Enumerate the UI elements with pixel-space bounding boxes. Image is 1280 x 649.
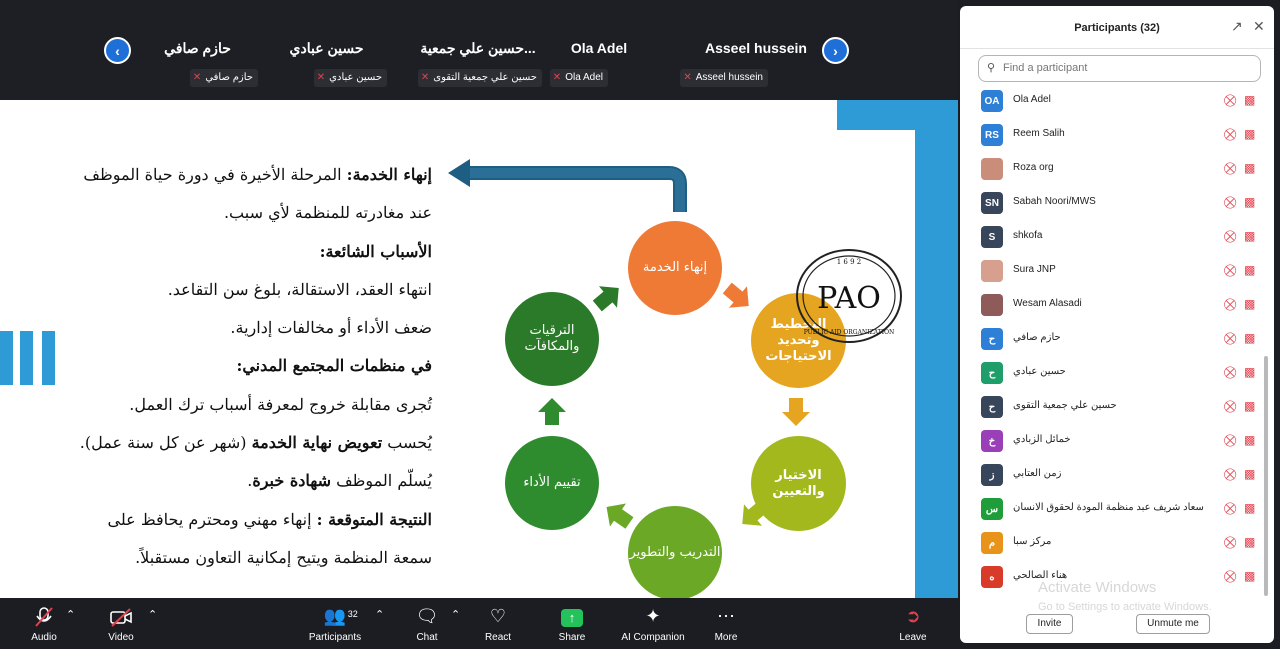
slide-line-text: سمعة المنظمة ويتيح إمكانية التعاون مستقبلاً. — [135, 547, 432, 567]
video-off-icon[interactable]: ▩ — [1244, 569, 1256, 583]
slide-line — [30, 462, 432, 500]
video-off-icon[interactable]: ▩ — [1244, 331, 1256, 345]
logo-year: 1 6 9 2 — [836, 258, 862, 266]
chat-button[interactable] — [412, 598, 442, 649]
mic-muted-icon[interactable]: ⛒ — [1224, 297, 1237, 311]
video-off-icon — [109, 606, 133, 628]
video-off-icon[interactable]: ▩ — [1244, 93, 1256, 107]
ai-companion-button[interactable] — [616, 598, 690, 649]
slide-line — [30, 271, 432, 309]
video-tile[interactable] — [135, 10, 260, 90]
video-off-icon[interactable]: ▩ — [1244, 263, 1256, 277]
share-button[interactable] — [556, 598, 588, 649]
mic-muted-icon[interactable]: ⛒ — [1224, 229, 1237, 243]
chevron-left-icon[interactable]: ‹ — [104, 37, 131, 64]
slide-line-bold: في منظمات المجتمع المدني: — [236, 356, 432, 376]
participant-row[interactable] — [960, 458, 1260, 492]
chevron-up-icon[interactable]: ⌃ — [66, 609, 76, 621]
participant-name: Ola Adel — [1013, 94, 1051, 105]
participant-name: حسين عبادي — [1013, 366, 1066, 377]
avatar: م — [981, 532, 1003, 554]
mic-muted-icon[interactable]: ⛒ — [1224, 93, 1237, 107]
participant-row[interactable] — [960, 424, 1260, 458]
video-off-icon[interactable]: ▩ — [1244, 297, 1256, 311]
participant-row[interactable] — [960, 152, 1260, 186]
mic-muted-icon: ✕ — [420, 72, 430, 83]
video-tile-tag-label: حسين علي جمعية التقوى — [433, 72, 537, 83]
participant-name: سعاد شريف عبد منظمة المودة لحقوق الانسان — [1013, 502, 1204, 513]
participant-name: خمائل الزبادي — [1013, 434, 1071, 445]
chevron-up-icon[interactable]: ⌃ — [148, 609, 158, 621]
participant-name: هناء الصالحي — [1013, 570, 1068, 581]
mic-muted-icon: ✕ — [552, 72, 562, 83]
participants-panel — [960, 6, 1274, 643]
more-label: More — [714, 632, 738, 643]
participant-row[interactable] — [960, 118, 1260, 152]
video-off-icon[interactable]: ▩ — [1244, 433, 1256, 447]
avatar — [981, 294, 1003, 316]
slide-line — [30, 539, 432, 577]
participants-count: 32 — [347, 609, 358, 619]
slide-line — [30, 194, 432, 232]
chevron-up-icon[interactable]: ⌃ — [375, 609, 385, 621]
participant-row[interactable] — [960, 322, 1260, 356]
avatar: ح — [981, 328, 1003, 350]
avatar: ح — [981, 362, 1003, 384]
avatar: OA — [981, 90, 1003, 112]
slide-text — [30, 156, 432, 577]
slide-line — [30, 424, 432, 462]
avatar: RS — [981, 124, 1003, 146]
search-icon: ⚲ — [987, 62, 996, 74]
video-tile-name: Asseel hussein — [705, 40, 807, 56]
mic-muted-icon: ✕ — [192, 72, 202, 83]
video-tile-tag — [190, 69, 258, 87]
chat-label: Chat — [416, 632, 438, 643]
cycle-step-plan: التخطيط وتحديد الاحتياجات — [751, 293, 846, 388]
pop-out-icon[interactable]: ↗ — [1231, 18, 1243, 34]
video-tile-tag-label: حازم صافي — [205, 72, 253, 83]
scrollbar[interactable] — [1264, 356, 1268, 596]
audio-button[interactable] — [28, 598, 60, 649]
chevron-right-icon[interactable]: › — [822, 37, 849, 64]
audio-label: Audio — [31, 632, 57, 643]
participants-label: Participants — [308, 632, 362, 643]
more-button[interactable] — [710, 598, 742, 649]
shared-screen — [0, 100, 958, 598]
participants-button[interactable] — [306, 598, 364, 649]
mic-muted-icon[interactable]: ⛒ — [1224, 399, 1237, 413]
participant-name: زمن العتابي — [1013, 468, 1062, 479]
mic-muted-icon[interactable]: ⛒ — [1224, 263, 1237, 277]
mic-muted-icon[interactable]: ⛒ — [1224, 331, 1237, 345]
video-tile[interactable] — [548, 10, 628, 90]
video-button[interactable] — [104, 598, 138, 649]
video-tile-tag-label: Ola Adel — [565, 72, 603, 83]
slide-line-text: المرحلة الأخيرة في دورة حياة الموظف — [83, 165, 347, 184]
leave-button[interactable] — [897, 598, 929, 649]
heart-icon: ♡ — [489, 606, 507, 626]
cycle-step-eval: تقييم الأداء — [505, 436, 599, 530]
mic-muted-icon[interactable]: ⛒ — [1224, 501, 1237, 515]
sparkle-icon: ✦ — [645, 606, 661, 626]
video-tile-name: حسين عبادي — [289, 40, 364, 56]
cycle-arrows — [444, 140, 864, 598]
video-tile-tag — [314, 69, 387, 87]
people-icon: 👥 32 — [323, 606, 358, 626]
video-off-icon[interactable]: ▩ — [1244, 161, 1256, 175]
slide-line-bold: شهادة خبرة — [252, 471, 332, 491]
participant-row[interactable] — [960, 220, 1260, 254]
leave-icon: ➲ — [905, 606, 921, 626]
participant-name: Sura JNP — [1013, 264, 1056, 275]
mic-muted-icon — [33, 606, 55, 628]
participant-name: حازم صافي — [1013, 332, 1061, 343]
participant-name: Sabah Noori/MWS — [1013, 196, 1096, 207]
logo-ring-text: PUBLIC AID ORGANIZATION — [803, 329, 895, 336]
slide-line-text: . — [247, 471, 253, 491]
participants-header — [960, 6, 1274, 49]
participant-row[interactable] — [960, 356, 1260, 390]
participant-row[interactable] — [960, 526, 1260, 560]
unmute-me-button[interactable]: Unmute me — [1136, 614, 1210, 634]
slide-line-text: تُجرى مقابلة خروج لمعرفة أسباب ترك العمل. — [129, 394, 432, 414]
avatar — [981, 260, 1003, 282]
video-tile[interactable] — [412, 10, 544, 90]
video-tile-name: Ola Adel — [570, 40, 628, 56]
slide-line-text: إنهاء مهني ومحترم يحافظ على — [107, 509, 317, 529]
mic-muted-icon[interactable]: ⛒ — [1224, 127, 1237, 141]
activate-windows-watermark: Activate Windows — [1038, 579, 1157, 596]
slide-line-bold: الأسباب الشائعة: — [319, 241, 432, 261]
mic-muted-icon: ✕ — [683, 72, 692, 83]
slide-line-text: ضعف الأداء أو مخالفات إدارية. — [230, 318, 432, 338]
slide-line — [30, 501, 432, 539]
video-tile-name: حسين علي جمعية... — [420, 40, 536, 56]
chevron-up-icon[interactable]: ⌃ — [451, 609, 461, 621]
slide-line — [30, 386, 432, 424]
avatar: ز — [981, 464, 1003, 486]
participant-row[interactable] — [960, 84, 1260, 118]
video-tile-tag — [680, 69, 768, 87]
avatar: خ — [981, 430, 1003, 452]
participant-row[interactable] — [960, 186, 1260, 220]
video-off-icon[interactable]: ▩ — [1244, 229, 1256, 243]
slide-line — [30, 347, 432, 385]
participant-name: Wesam Alasadi — [1013, 298, 1082, 309]
meeting-toolbar — [0, 598, 958, 649]
close-icon[interactable]: ✕ — [1253, 18, 1265, 34]
avatar — [981, 158, 1003, 180]
mic-muted-icon[interactable]: ⛒ — [1224, 569, 1237, 583]
slide-line — [30, 156, 432, 194]
mic-muted-icon[interactable]: ⛒ — [1224, 195, 1237, 209]
avatar: S — [981, 226, 1003, 248]
participant-list — [960, 84, 1260, 594]
video-off-icon[interactable]: ▩ — [1244, 535, 1256, 549]
mic-muted-icon[interactable]: ⛒ — [1224, 467, 1237, 481]
mic-muted-icon[interactable]: ⛒ — [1224, 433, 1237, 447]
video-off-icon[interactable]: ▩ — [1244, 501, 1256, 515]
search-input[interactable] — [978, 55, 1261, 82]
slide-line-bold: إنهاء الخدمة: — [346, 165, 432, 184]
share-label: Share — [558, 632, 586, 643]
slide-line-bold: تعويض نهاية الخدمة — [251, 433, 383, 453]
search-placeholder: Find a participant — [1003, 62, 1088, 74]
leave-label: Leave — [899, 632, 927, 643]
react-button[interactable] — [482, 598, 514, 649]
video-tile-name: حازم صافي — [164, 40, 231, 56]
slide-line-text: يُحسب — [382, 433, 432, 453]
mic-muted-icon[interactable]: ⛒ — [1224, 161, 1237, 175]
mic-muted-icon[interactable]: ⛒ — [1224, 365, 1237, 379]
video-off-icon[interactable]: ▩ — [1244, 195, 1256, 209]
slide-line-text: (شهر عن كل سنة عمل). — [79, 433, 252, 453]
pao-logo — [795, 248, 903, 344]
slide-line-text: انتهاء العقد، الاستقالة، بلوغ سن التقاعد. — [167, 279, 432, 299]
participant-name: shkofa — [1013, 230, 1043, 241]
accent-bar — [0, 331, 13, 385]
video-tile[interactable] — [680, 10, 807, 90]
video-tile-tag-label: Asseel hussein — [695, 72, 763, 83]
participant-name: حسين علي جمعية التقوى — [1013, 400, 1117, 411]
avatar: ح — [981, 396, 1003, 418]
cycle-step-end: إنهاء الخدمة — [628, 221, 722, 315]
cycle-step-train: التدريب والتطوير — [628, 506, 722, 598]
cycle-step-promo: الترقيات والمكافآت — [505, 292, 599, 386]
avatar: ه — [981, 566, 1003, 588]
avatar: س — [981, 498, 1003, 520]
video-tile-tag — [418, 69, 542, 87]
video-tile-tag-label: حسين عبادي — [329, 72, 382, 83]
activate-windows-subtext: Go to Settings to activate Windows. — [1038, 601, 1212, 613]
share-screen-icon: ↑ — [561, 606, 583, 628]
participant-row[interactable] — [960, 390, 1260, 424]
video-label: Video — [108, 632, 134, 643]
ai-companion-label: AI Companion — [621, 632, 685, 643]
participant-row[interactable] — [960, 288, 1260, 322]
mic-muted-icon[interactable]: ⛒ — [1224, 535, 1237, 549]
participant-name: مركز سبا — [1013, 536, 1052, 547]
video-off-icon[interactable]: ▩ — [1244, 399, 1256, 413]
video-off-icon[interactable]: ▩ — [1244, 467, 1256, 481]
video-off-icon[interactable]: ▩ — [1244, 365, 1256, 379]
slide-line-bold: النتيجة المتوقعة : — [316, 509, 432, 529]
chat-icon: 🗨 — [415, 606, 439, 626]
participant-row[interactable] — [960, 492, 1260, 526]
video-gallery-strip — [0, 0, 958, 100]
more-icon: ⋯ — [717, 606, 735, 626]
participant-name: Reem Salih — [1013, 128, 1065, 139]
participant-row[interactable] — [960, 254, 1260, 288]
video-off-icon[interactable]: ▩ — [1244, 127, 1256, 141]
slide-line-text: يُسلّم الموظف — [331, 471, 432, 491]
video-tile-tag — [550, 69, 608, 87]
participant-name: Roza org — [1013, 162, 1054, 173]
mic-muted-icon: ✕ — [316, 72, 326, 83]
invite-button[interactable]: Invite — [1026, 614, 1073, 634]
participants-title: Participants (32) — [1074, 22, 1160, 34]
logo-text: PAO — [817, 281, 881, 316]
react-label: React — [484, 632, 512, 643]
slide-line — [30, 309, 432, 347]
slide-line — [30, 233, 432, 271]
video-tile[interactable] — [264, 10, 389, 90]
slide-line-text: عند مغادرته للمنظمة لأي سبب. — [223, 203, 432, 223]
cycle-step-select: الاختيار والتعيين — [751, 436, 846, 531]
avatar: SN — [981, 192, 1003, 214]
